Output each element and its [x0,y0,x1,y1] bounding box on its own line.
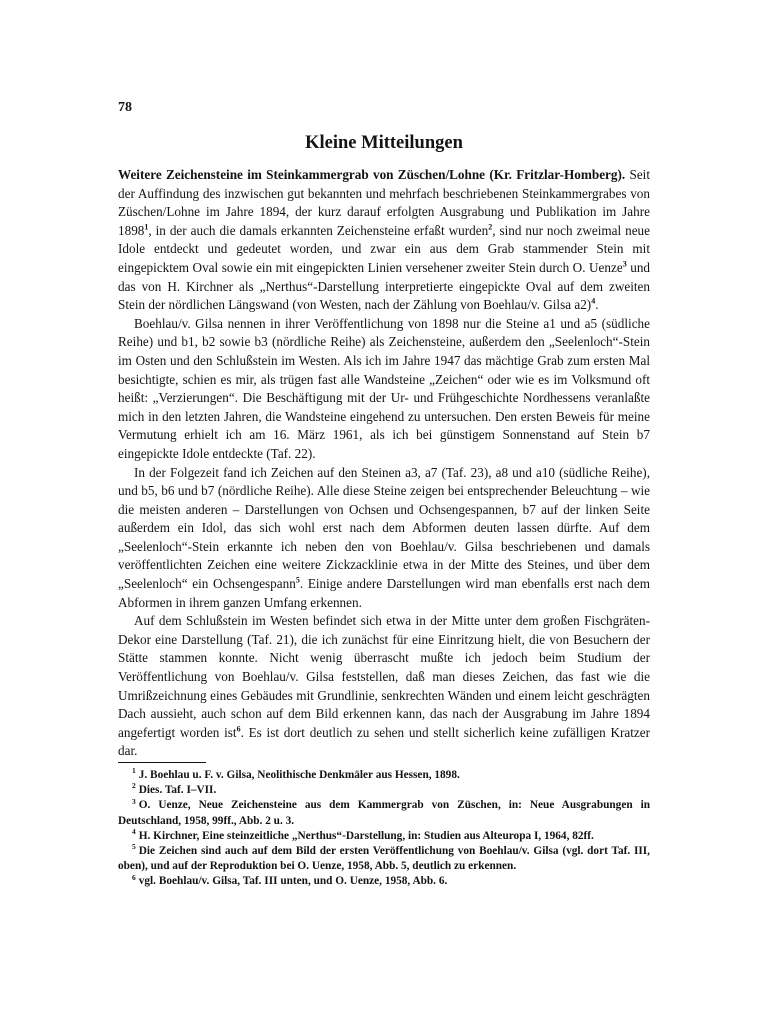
footnote-number: 4 [132,827,136,837]
footnotes [118,768,650,890]
footnote-reference: 5 [295,575,300,585]
footnote [118,829,650,844]
footnote-text: Dies. Taf. I–VII. [138,784,217,797]
footnote-divider [118,762,206,763]
footnote-number: 3 [132,796,136,806]
paragraph-text: . Einige andere Darstellungen wird man ebenfalls erst nach dem Abformen in ihrem ganzen Umfang erkennen. [118,576,651,610]
paragraph [118,315,650,464]
footnote [118,874,650,889]
paragraph [118,464,650,613]
footnote-text: J. Boehlau u. F. v. Gilsa, Neolithische Denkmäler aus Hessen, 1898. [138,769,460,781]
paragraph-text: und das von H. Kirchner als „Nerthus“-Darstellung interpretierte eingepickte Oval auf dem zweiten Stein der nördlichen Längswand (von Westen, nach der Zählung von Boehlau/v. Gilsa a2) [118,259,651,313]
footnote-reference: 4 [591,296,596,306]
footnote-number: 5 [132,842,136,852]
footnote [118,783,650,798]
footnote [118,768,650,783]
footnote-text: vgl. Boehlau/v. Gilsa, Taf. III unten, und O. Uenze, 1958, Abb. 6. [138,875,448,888]
paragraph-text: Seit der Auffindung des inzwischen gut bekannten und mehrfach beschriebenen Steinkammergrabes von Züschen/Lohne im Jahre 1894, der kurz darauf erfolgten Ausgrabung und Publikation im Jahre 1898 [118,167,651,238]
footnote-number: 2 [132,781,136,791]
footnote-reference: 6 [236,724,241,734]
paragraph-text: . [595,297,599,313]
paragraph-text: Boehlau/v. Gilsa nennen in ihrer Veröffentlichung von 1898 nur die Steine a1 und a5 (südliche Reihe) und b1, b2 sowie b3 (nördliche Reihe) als Zeichensteine, außerdem den „Seelenloch“-Stein im Osten und den Schlußstein im Westen. Als ich im Jahre 1947 das mächtige Grab zum ersten Mal besichtigte, schien es mir, als trügen fast alle Wandsteine „Zeichen“ oder wie es im Volksmund oft heißt: „Verzierungen“. Die Beschäftigung mit der Ur- und Frühgeschichte Nordhessens veranlaßte mich in den letzten Jahren, die Wandsteine eingehend zu untersuchen. Den ersten Beweis für meine Vermutung erhielt ich am 16. März 1961, als ich bei günstigem Sonnenstand auf Stein b7 eingepickte Idole entdeckte (Taf. 22). [118,315,650,461]
footnote-text: Die Zeichen sind auch auf dem Bild der ersten Veröffentlichung von Boehlau/v. Gilsa (vgl. dort Taf. III, oben), und auf der Reproduktion bei O. Uenze, 1958, Abb. 5, deutlich zu erkennen. [118,845,650,873]
paragraph-text: , in der auch die damals erkannten Zeichensteine erfaßt wurden [148,222,489,238]
paragraph [118,166,650,315]
footnote-reference: 2 [488,222,493,232]
article-body [118,166,650,761]
footnote-reference: 3 [622,259,627,269]
section-title: Kleine Mitteilungen [305,133,463,153]
paragraph [118,612,650,761]
footnote-text: O. Uenze, Neue Zeichensteine aus dem Kammergrab von Züschen, in: Neue Ausgrabungen in Deutschland, 1958, 99ff., Abb. 2 u. 3. [118,799,650,827]
footnote [118,798,650,828]
footnote-number: 6 [132,872,136,882]
article-title: Weitere Zeichensteine im Steinkammergrab von Züschen/Lohne (Kr. Fritzlar-Homberg). [118,167,626,182]
footnote [118,844,650,874]
footnote-text: H. Kirchner, Eine steinzeitliche „Nerthus“-Darstellung, in: Studien aus Alteuropa I, 1964, 82ff. [138,829,594,842]
paragraph-text: , sind nur noch zweimal neue Idole entdeckt und gedeutet worden, und zwar ein aus dem Grab stammender Stein mit eingepicktem Oval sowie ein mit eingepickten Linien versehener zweiter Stein durch O. Uenze [118,222,651,275]
paragraph-text: . Es ist dort deutlich zu sehen und stellt sicherlich keine zufälligen Kratzer dar. [118,724,650,759]
paragraph-text: In der Folgezeit fand ich Zeichen auf den Steinen a3, a7 (Taf. 23), a8 und a10 (südliche Reihe), und b5, b6 und b7 (nördliche Reihe). Alle diese Steine zeigen bei entsprechender Beleuchtung – wie die meisten anderen – Darstellungen von Ochsen und Ochsengespannen, b7 auf der linken Seite außerdem ein Idol, das sich wohl erst nach dem Abformen deuten lassen dürfte. Auf dem „Seelenloch“-Stein erkannte ich neben den von Boehlau/v. Gilsa beschriebenen und damals veröffentlichten Zeichen eine weitere Zickzacklinie etwa in der Mitte des Steines, und über dem „Seelenloch“ ein Ochsengespann [118,464,650,592]
page-number: 78 [118,100,132,115]
paragraph-text: Auf dem Schlußstein im Westen befindet sich etwa in der Mitte unter dem großen Fischgräten-Dekor eine Darstellung (Taf. 21), die ich zunächst für eine Einritzung hielt, die von Besuchern der Stätte stammen konnte. Nicht wenig überrascht mußte ich jedoch beim Studium der Veröffentlichung von Boehlau/v. Gilsa feststellen, daß man dieses Zeichen, das fast wie die Umrißzeichnung eines Gebäudes mit Grundlinie, senkrechten Wänden und einem leicht geschrägten Dach aussieht, auch schon auf dem Bild erkennen kann, das nach der Ausgrabung im Jahre 1894 angefertigt worden ist [118,613,650,740]
footnote-reference: 1 [144,222,149,232]
footnote-number: 1 [132,766,136,776]
